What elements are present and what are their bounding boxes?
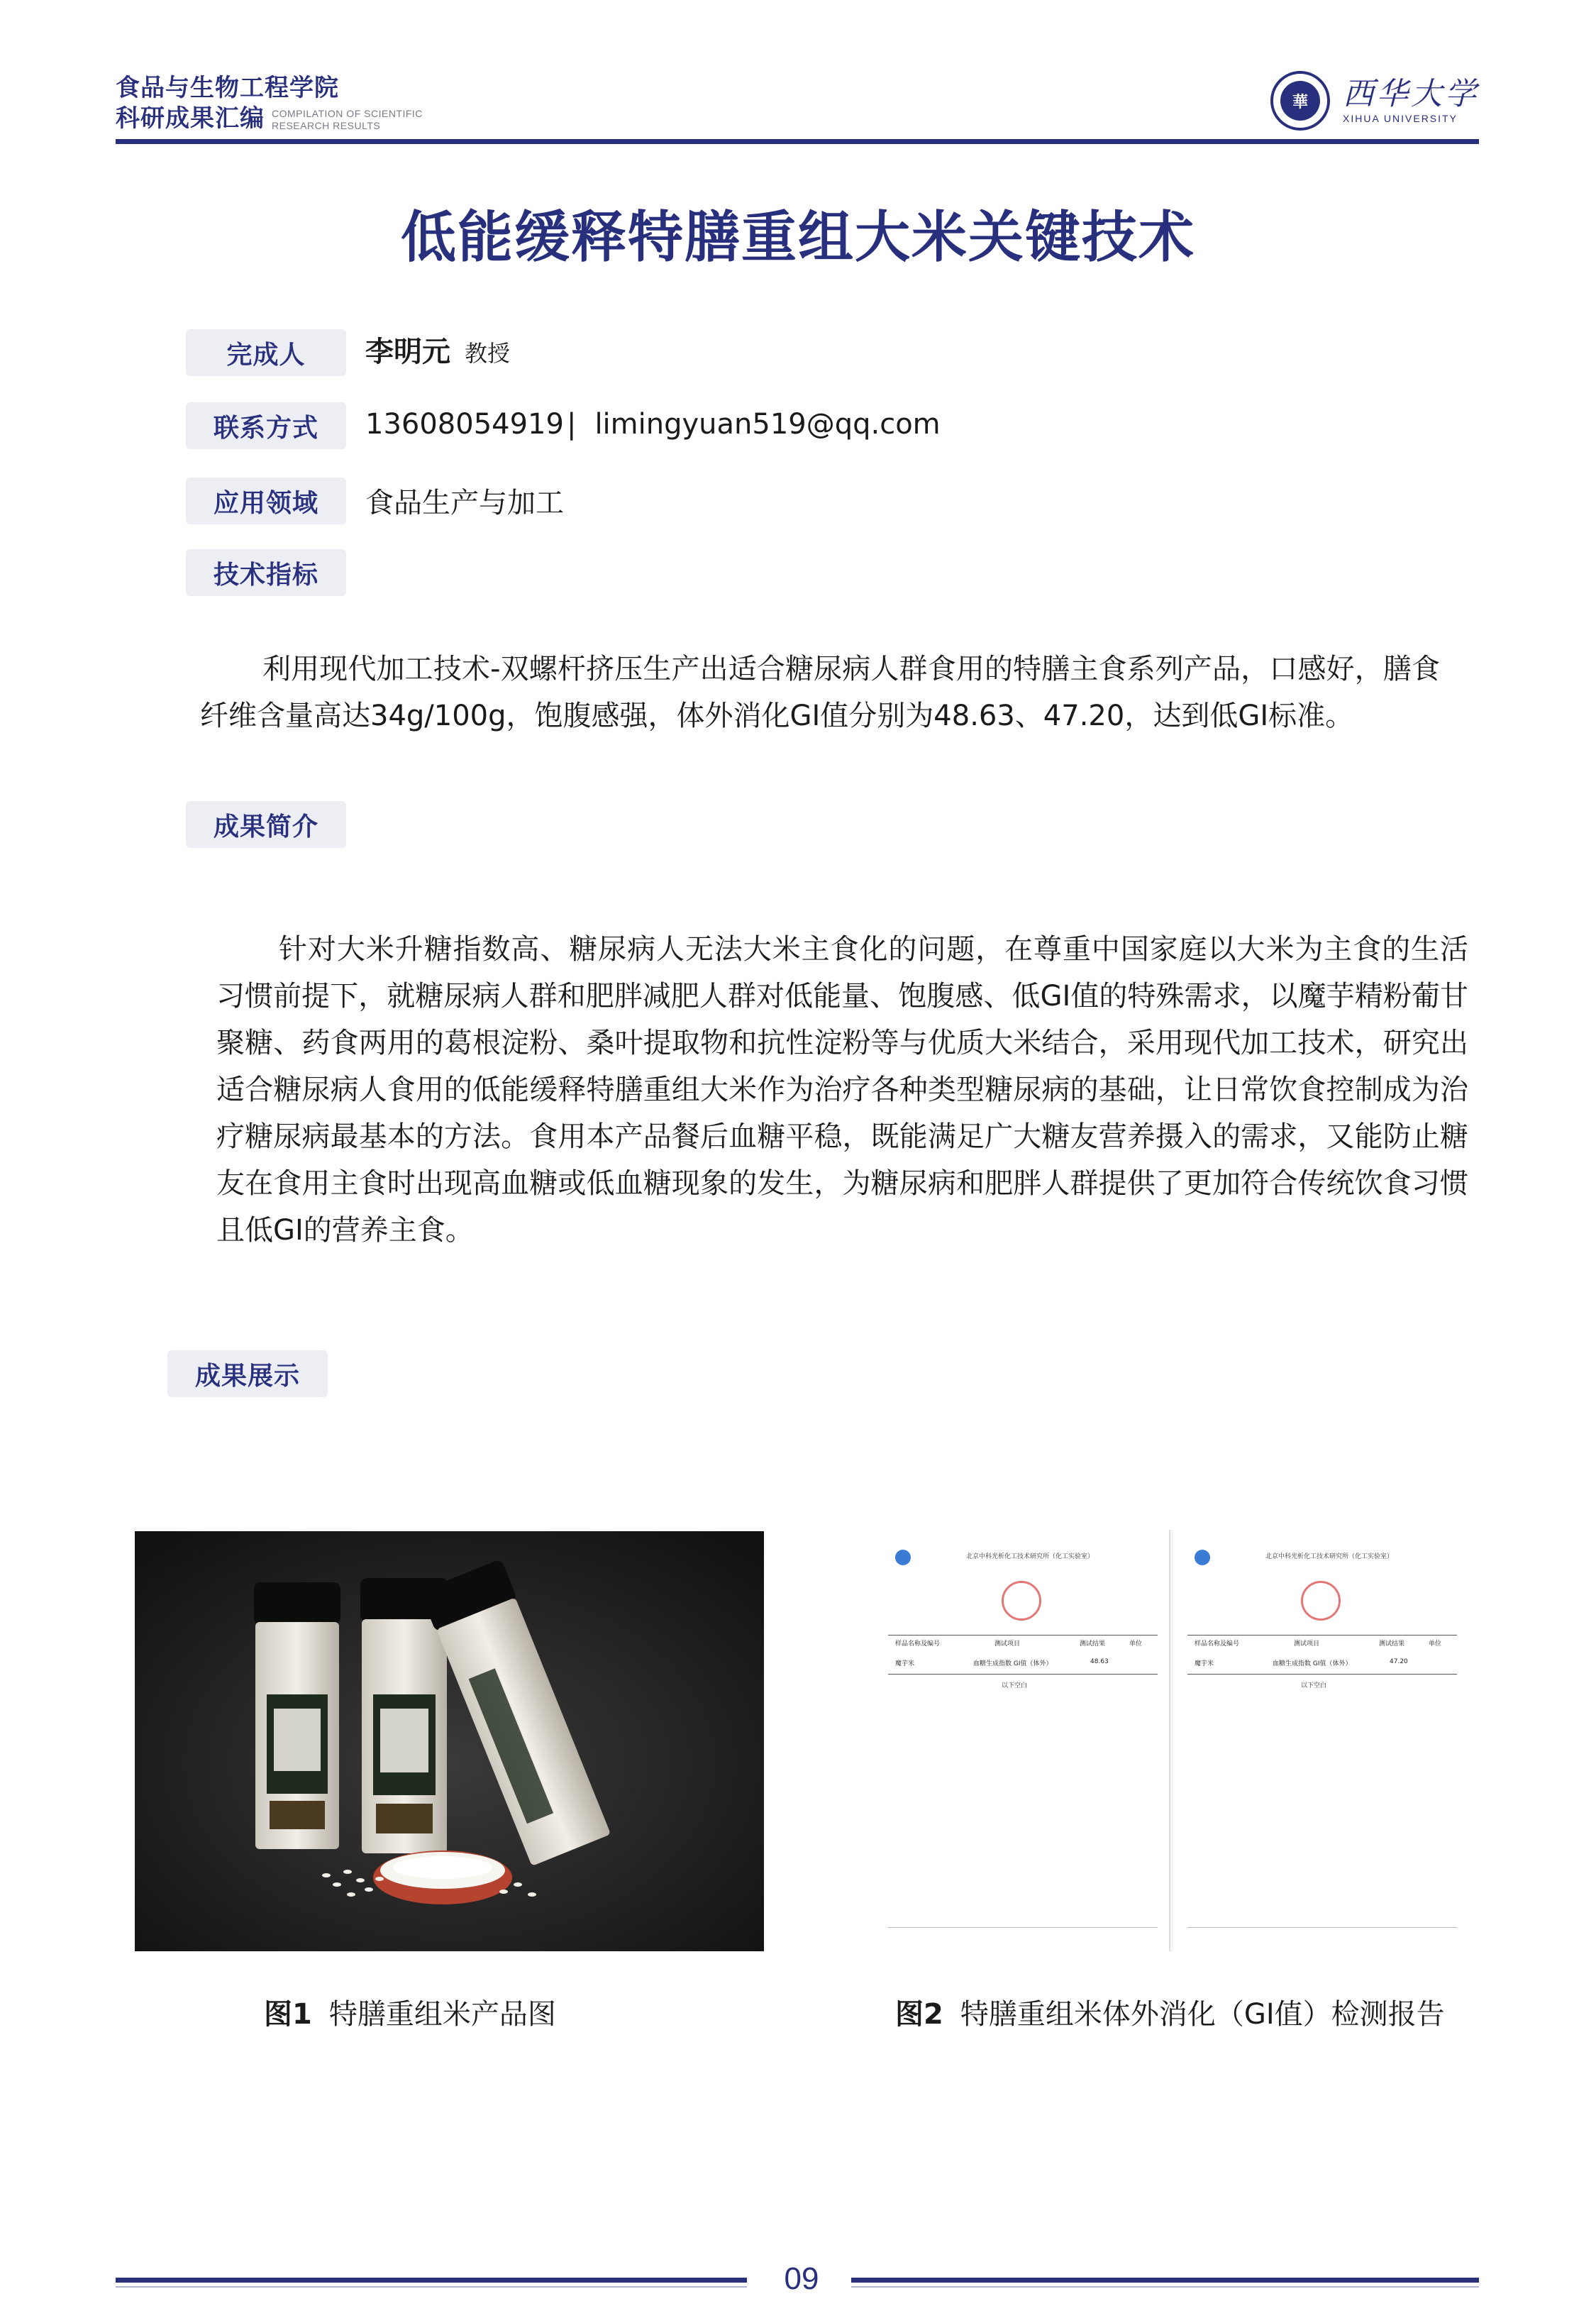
contact-tag: 联系方式 [186, 402, 346, 449]
report-sheet-1 [874, 1530, 1170, 1951]
report-blank-note-2: 以下空白 [1301, 1682, 1327, 1689]
report-sample-2: 魔芋米 [1195, 1660, 1214, 1667]
figure-2-caption [895, 1995, 1445, 2034]
report-institute: 北京中科光析化工技术研究所（化工实验室） [966, 1553, 1095, 1560]
report-table-2 [1187, 1635, 1457, 1675]
tech-indicator-text: 利用现代加工技术-双螺杆挤压生产出适合糖尿病人群食用的特膳主食系列产品，口感好，膳食纤维含量高达34g/100g，饱腹感强，体外消化GI值分别为48.63、47.20，达到低GI标准。 [200, 653, 1440, 732]
compilation-en-line1: COMPILATION OF SCIENTIFIC [272, 108, 423, 119]
tech-indicator-tag: 技术指标 [186, 549, 346, 596]
figure-1-text: 特膳重组米产品图 [328, 1998, 556, 2031]
figure-2-text: 特膳重组米体外消化（GI值）检测报告 [960, 1998, 1445, 2031]
report-logo-icon [895, 1550, 911, 1565]
rice-bottles-illustration [135, 1531, 764, 1951]
report-item-1: 血糖生成指数 GI值（体外） [973, 1660, 1053, 1667]
university-name-zh: 西华大学 [1343, 76, 1479, 112]
email-address[interactable]: limingyuan519@qq.com [594, 408, 941, 441]
figure-2-number: 图2 [895, 1998, 943, 2031]
page-title: 低能缓释特膳重组大米关键技术 [400, 206, 1195, 270]
university-name-en: XIHUA UNIVERSITY [1343, 113, 1458, 124]
report-col-unit: 单位 [1129, 1640, 1143, 1648]
report-footer-rule-2 [1187, 1927, 1457, 1928]
summary-tag: 成果简介 [186, 801, 346, 848]
report-item-2: 血糖生成指数 GI值（体外） [1273, 1660, 1352, 1667]
report-col-item: 测试项目 [1294, 1640, 1320, 1648]
summary-text: 针对大米升糖指数高、糖尿病人无法大米主食化的问题，在尊重中国家庭以大米为主食的生活习惯前提下，就糖尿病人群和肥胖减肥人群对低能量、饱腹感、低GI值的特殊需求，以魔芋精粉葡甘聚糖、药食两用的葛根淀粉、桑叶提取物和抗性淀粉等与优质大米结合，采用现代加工技术，研究出适合糖尿病人食用的低能缓释特膳重组大米作为治疗各种类型糖尿病的基础，让日常饮食控制成为治疗糖尿病最基本的方法。食用本产品餐后血糖平稳，既能满足广大糖友营养摄入的需求，又能防止糖友在食用主食时出现高血糖或低血糖现象的发生，为糖尿病和肥胖人群提供了更加符合传统饮食习惯且低GI的营养主食。 [216, 933, 1468, 1247]
phone-number: 13608054919 [365, 408, 564, 441]
university-logo [1270, 71, 1479, 131]
red-stamp-icon [1002, 1581, 1041, 1621]
university-name-block [1343, 77, 1479, 125]
report-result-2: 47.20 [1390, 1658, 1408, 1665]
figure-1-number: 图1 [264, 1998, 312, 2031]
display-tag: 成果展示 [167, 1350, 328, 1397]
page-number: 09 [784, 2261, 819, 2296]
report-col-sample: 样品名称及编号 [1195, 1640, 1240, 1648]
product-photo [135, 1531, 764, 1951]
report-col-result: 测试结果 [1080, 1640, 1106, 1648]
compilation-en-line2: RESEARCH RESULTS [272, 120, 381, 131]
gi-test-report-image [874, 1530, 1470, 1951]
compilation-subtitle [272, 108, 423, 132]
red-stamp-icon [1301, 1581, 1341, 1621]
footer-rule-right [851, 2278, 1479, 2283]
report-result-1: 48.63 [1090, 1658, 1109, 1665]
report-footer-rule-1 [888, 1927, 1158, 1928]
compilation-line [116, 105, 423, 132]
report-institute: 北京中科光析化工技术研究所（化工实验室） [1265, 1553, 1394, 1560]
report-col-sample: 样品名称及编号 [895, 1640, 941, 1648]
report-blank-note-1: 以下空白 [1002, 1682, 1028, 1689]
university-seal-icon: 華 [1270, 71, 1330, 131]
report-sample-1: 魔芋米 [895, 1660, 915, 1667]
report-sheet-2 [1173, 1530, 1470, 1951]
report-col-result: 测试结果 [1379, 1640, 1405, 1648]
college-name: 食品与生物工程学院 [116, 74, 339, 102]
field-tag: 应用领域 [186, 478, 346, 524]
compilation-title: 科研成果汇编 [116, 104, 265, 133]
footer-thin-right [851, 2286, 1479, 2288]
contact-separator: | [566, 408, 577, 441]
header-college-block [116, 74, 423, 132]
completer-tag: 完成人 [186, 329, 346, 376]
completer-title: 教授 [465, 340, 511, 367]
report-col-unit: 单位 [1429, 1640, 1442, 1648]
contact-value [365, 404, 941, 444]
report-logo-icon [1195, 1550, 1210, 1565]
figure-1-caption [264, 1995, 556, 2034]
footer-thin-left [116, 2286, 747, 2288]
report-table-1 [888, 1635, 1158, 1675]
completer-name: 李明元 [365, 336, 450, 368]
report-col-item: 测试项目 [994, 1640, 1021, 1648]
completer-value [365, 332, 510, 373]
field-value: 食品生产与加工 [365, 487, 564, 519]
footer-rule-left [116, 2278, 747, 2283]
header-divider [116, 139, 1479, 144]
